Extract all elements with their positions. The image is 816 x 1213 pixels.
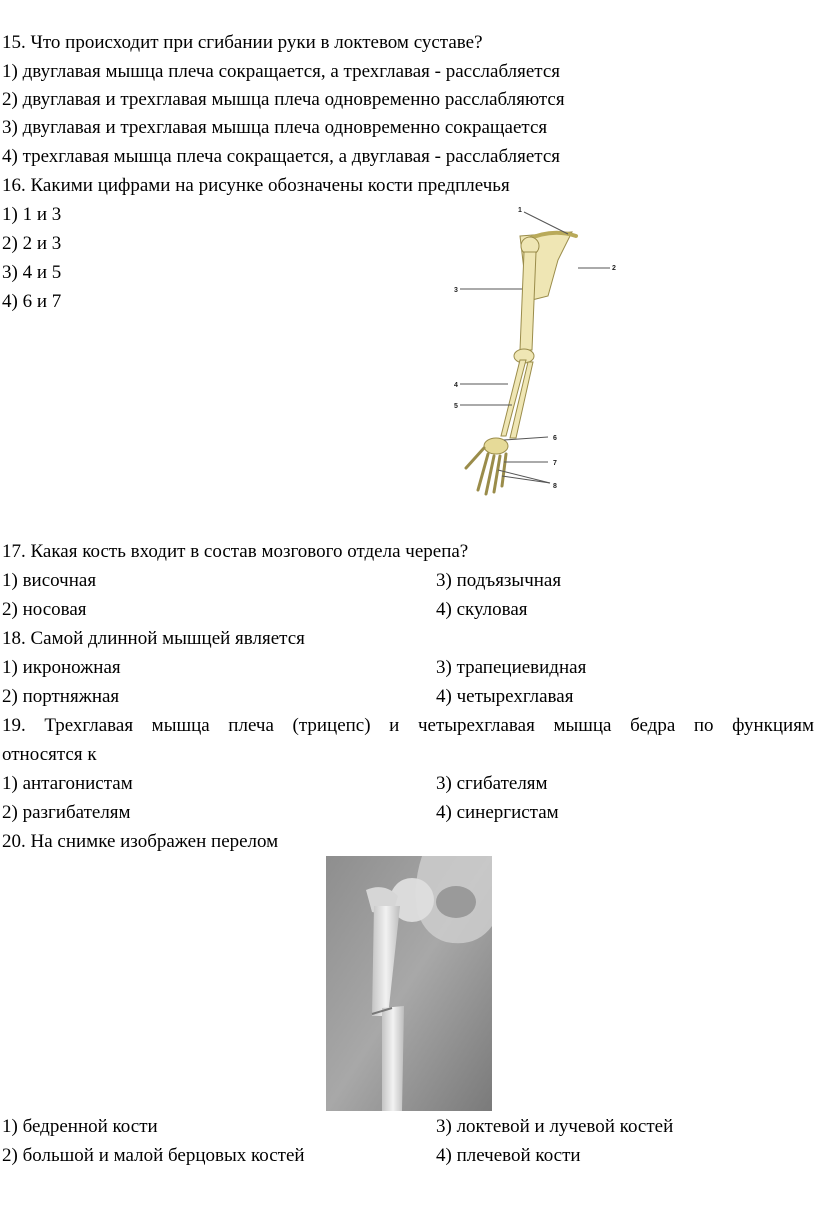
figure-label-1: 1 [518,207,522,214]
q19-option-4: 4) синергистам [436,802,559,823]
q20-question: 20. На снимке изображен перелом [2,831,279,852]
q19-question-line1: 19. Трехглавая мышца плеча (трицепс) и четырехглавая мышца бедра по функциям [2,715,814,736]
figure-label-2: 2 [612,265,616,272]
obturator-shape [436,886,476,918]
q19-option-1: 1) антагонистам [2,773,133,794]
q19-option-2: 2) разгибателям [2,802,131,823]
q20-option-2: 2) большой и малой берцовых костей [2,1145,305,1166]
q17-option-3: 3) подъязычная [436,570,562,591]
figure-label-8: 8 [553,483,557,490]
humerus-shape [520,252,536,350]
q18-option-3: 3) трапециевидная [436,657,587,678]
figure-label-6: 6 [553,435,557,442]
q17-question: 17. Какая кость входит в состав мозгового отдела черепа? [2,541,469,562]
q16-option-2: 2) 2 и 3 [2,233,62,254]
q17-option-1: 1) височная [2,570,97,591]
q20-option-1: 1) бедренной кости [2,1116,158,1137]
q15-option-2: 2) двуглавая и трехглавая мышца плеча одновременно расслабляются [2,89,565,110]
q15-option-1: 1) двуглавая мышца плеча сокращается, а трехглавая - расслабляется [2,61,561,82]
q15-question: 15. Что происходит при сгибании руки в локтевом суставе? [2,32,483,53]
figure-label-7: 7 [553,460,557,467]
femur-lower-shape [382,1006,404,1111]
figure-label-4: 4 [454,382,458,389]
figure-label-3: 3 [454,287,458,294]
q18-question: 18. Самой длинной мышцей является [2,628,305,649]
q19-question-line2: относятся к [2,744,97,765]
q16-option-4: 4) 6 и 7 [2,291,62,312]
figure-label-5: 5 [454,403,458,410]
q16-option-3: 3) 4 и 5 [2,262,62,283]
q20-option-3: 3) локтевой и лучевой костей [436,1116,674,1137]
q15-option-3: 3) двуглавая и трехглавая мышца плеча одновременно сокращается [2,117,548,138]
q18-option-1: 1) икроножная [2,657,121,678]
xray-image [326,856,492,1111]
q19-option-3: 3) сгибателям [436,773,548,794]
arm-skeleton-figure [440,200,616,500]
q17-option-2: 2) носовая [2,599,87,620]
q15-option-4: 4) трехглавая мышца плеча сокращается, а двуглавая - расслабляется [2,146,561,167]
q18-option-4: 4) четырехглавая [436,686,574,707]
q16-option-1: 1) 1 и 3 [2,204,62,225]
q18-option-2: 2) портняжная [2,686,120,707]
q16-question: 16. Какими цифрами на рисунке обозначены кости предплечья [2,175,510,196]
q20-option-4: 4) плечевой кости [436,1145,581,1166]
q17-option-4: 4) скуловая [436,599,528,620]
